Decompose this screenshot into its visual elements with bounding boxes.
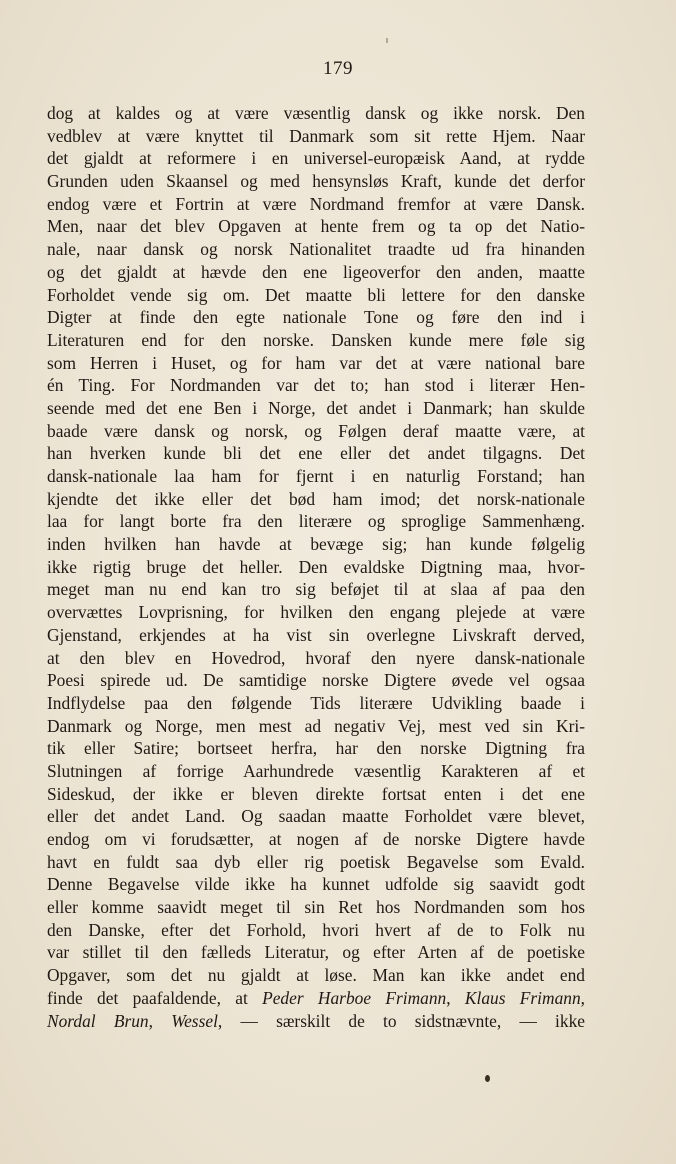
text-line: vedblev at være knyttet til Danmark som sit rette Hjem. Naar xyxy=(47,125,585,146)
text-line: Literaturen end for den norske. Dansken kunde mere føle sig xyxy=(47,329,585,350)
text-line: at den blev en Hovedrod, hvoraf den nyere dansk-nationale xyxy=(47,647,585,668)
text-line: den Danske, efter det Forhold, hvori hvert af de to Folk nu xyxy=(47,919,585,940)
text-line: Indflydelse paa den følgende Tids literære Udvikling baade i xyxy=(47,692,585,713)
text-line: havt en fuldt saa dyb eller rig poetisk Begavelse som Evald. xyxy=(47,851,585,872)
text-line: Poesi spirede ud. De samtidige norske Digtere øvede vel ogsaa xyxy=(47,670,585,691)
author-name: Nordal Brun xyxy=(47,1010,149,1031)
author-name: Peder Harboe Frimann xyxy=(262,987,447,1008)
text-line: dog at kaldes og at være væsentlig dansk og ikke norsk. Den xyxy=(47,103,585,123)
ink-speck xyxy=(485,1075,490,1082)
text-line: Denne Begavelse vilde ikke ha kunnet udfolde sig saavidt godt xyxy=(47,874,585,895)
text-line: seende med det ene Ben i Norge, det andet i Danmark; han skulde xyxy=(47,397,585,418)
text-line-with-names xyxy=(47,987,585,1010)
text-line: det gjaldt at reformere i en universel-europæisk Aand, at rydde xyxy=(47,148,585,169)
text-line: laa for langt borte fra den literære og sproglige Sammenhæng. xyxy=(47,511,585,532)
text-line: Opgaver, som det nu gjaldt at løse. Man kan ikke andet end xyxy=(47,965,585,986)
text-line: Slutningen af forrige Aarhundrede væsentlig Karakteren af et xyxy=(47,760,585,781)
text-line: én Ting. For Nordmanden var det to; han stod i literær Hen- xyxy=(47,375,585,396)
text-segment: , — særskilt de to sidstnævnte, — ikke xyxy=(217,1010,585,1031)
text-line: Forholdet vende sig om. Det maatte bli lettere for den danske xyxy=(47,284,585,305)
author-name: Klaus Frimann xyxy=(464,987,581,1008)
text-line: kjendte det ikke eller det bød ham imod; det norsk-nationale xyxy=(47,488,585,509)
text-line: nale, naar dansk og norsk Nationalitet traadte ud fra hinanden xyxy=(47,239,585,260)
text-segment: , xyxy=(148,1010,172,1031)
text-line: baade være dansk og norsk, og Følgen deraf maatte være, at xyxy=(47,420,585,441)
text-line: dansk-nationale laa ham for fjernt i en naturlig Forstand; han xyxy=(47,466,585,486)
text-line: eller komme saavidt meget til sin Ret hos Nordmanden som hos xyxy=(47,897,585,918)
body-text xyxy=(47,102,585,1032)
text-segment: , xyxy=(580,987,586,1008)
text-line: endog være et Fortrin at være Nordmand fremfor at være Dansk. xyxy=(47,193,585,214)
text-line: Grunden uden Skaansel og med hensynsløs Kraft, kunde det derfor xyxy=(47,171,585,192)
text-line: endog om vi forudsætter, at nogen af de norske Digtere havde xyxy=(47,829,585,849)
text-line: overvættes Lovprisning, for hvilken den engang plejede at være xyxy=(47,602,585,623)
text-line: meget man nu end kan tro sig beføjet til at slaa af paa den xyxy=(47,579,585,600)
text-line: og det gjaldt at hævde den ene ligeoverfor den anden, maatte xyxy=(47,261,585,282)
paper-mark xyxy=(386,38,388,43)
text-line: tik eller Satire; bortseet herfra, har den norske Digtning fra xyxy=(47,738,585,759)
text-line: ikke rigtig bruge det heller. Den evaldske Digtning maa, hvor- xyxy=(47,556,585,577)
text-line: Men, naar det blev Opgaven at hente frem og ta op det Natio- xyxy=(47,216,585,237)
text-line: eller det andet Land. Og saadan maatte Forholdet være blevet, xyxy=(47,806,585,827)
text-line: han hverken kunde bli det ene eller det andet tilgagns. Det xyxy=(47,443,585,464)
author-name: Wessel xyxy=(171,1010,218,1031)
text-line-with-names xyxy=(47,1010,585,1033)
text-line: Danmark og Norge, men mest ad negativ Vej, mest ved sin Kri- xyxy=(47,715,585,736)
page-number: 179 xyxy=(323,58,353,79)
text-line: inden hvilken han havde at bevæge sig; han kunde følgelig xyxy=(47,534,585,555)
text-line: var stillet til den fælleds Literatur, og efter Arten af de poetiske xyxy=(47,942,585,963)
text-line: Digter at finde den egte nationale Tone og føre den ind i xyxy=(47,307,585,328)
text-segment: finde det paafaldende, at xyxy=(47,987,263,1008)
text-line: Gjenstand, erkjendes at ha vist sin overlegne Livskraft derved, xyxy=(47,624,585,645)
text-line: som Herren i Huset, og for ham var det at være national bare xyxy=(47,352,585,373)
text-segment: , xyxy=(446,987,465,1008)
text-line: Sideskud, der ikke er bleven direkte fortsat enten i det ene xyxy=(47,783,585,804)
